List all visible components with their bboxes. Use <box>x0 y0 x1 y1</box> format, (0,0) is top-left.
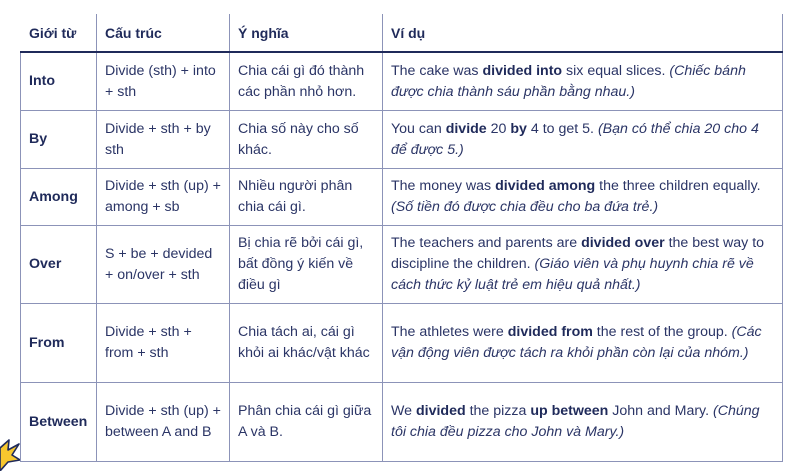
example-text: 20 <box>486 120 511 137</box>
table-row <box>21 169 783 226</box>
example-translation: (Giáo viên và phụ huynh chia rẽ về cách thức kỷ luật trẻ em hiệu quả nhất.) <box>391 256 754 293</box>
example-highlight: divide <box>445 120 487 137</box>
example-highlight: up between <box>530 403 609 419</box>
example-text: six equal slices. <box>562 62 670 79</box>
table-row <box>21 52 783 111</box>
example-cell <box>383 304 783 383</box>
example-cell <box>383 169 783 226</box>
example-cell <box>383 383 783 462</box>
header-structure: Cấu trúc <box>97 15 230 53</box>
example-text: You can <box>391 120 446 137</box>
example-translation: (Bạn có thể chia 20 cho 4 để được 5.) <box>391 120 759 158</box>
meaning-cell: Phân chia cái gì giữa A và B. <box>230 383 383 462</box>
table-row <box>21 383 783 462</box>
example-text: the pizza <box>465 403 531 419</box>
table-row <box>21 304 783 383</box>
example-translation: (Chúng tôi chia đều pizza cho John và Mary.) <box>391 403 760 440</box>
example-text: The teachers and parents are <box>391 235 582 251</box>
example-translation: (Chiếc bánh được chia thành sáu phần bằng nhau.) <box>391 62 746 100</box>
example-text: John and Mary. <box>608 403 713 419</box>
example-highlight: divided from <box>507 324 593 340</box>
meaning-cell: Bị chia rẽ bởi cái gì, bất đồng ý kiến về điều gì <box>230 226 383 304</box>
header-meaning: Ý nghĩa <box>230 15 383 53</box>
example-cell <box>383 111 783 169</box>
example-text: the rest of the group. <box>592 324 732 340</box>
meaning-cell: Nhiều người phân chia cái gì. <box>230 169 383 226</box>
structure-cell: Divide (sth) + into + sth <box>97 52 230 111</box>
example-highlight: divided among <box>495 178 596 194</box>
preposition-table <box>20 14 783 462</box>
preposition-cell: Among <box>21 169 97 226</box>
example-highlight: divided over <box>581 235 665 251</box>
structure-cell: Divide + sth + from + sth <box>97 304 230 383</box>
structure-cell: Divide + sth (up) + among + sb <box>97 169 230 226</box>
example-highlight: by <box>510 120 527 137</box>
example-text: 4 to get 5. <box>526 120 598 137</box>
preposition-cell: Between <box>21 383 97 462</box>
example-text: the best way to discipline the children. <box>391 235 765 272</box>
example-translation: (Các vận động viên được tách ra khỏi phần còn lại của nhóm.) <box>391 324 762 361</box>
example-text: The money was <box>391 178 496 194</box>
example-text: The athletes were <box>391 324 508 340</box>
preposition-cell: Into <box>21 52 97 111</box>
header-example: Ví dụ <box>383 15 783 53</box>
example-cell <box>383 52 783 111</box>
preposition-table-container <box>20 14 783 462</box>
starburst-icon <box>0 438 20 471</box>
example-highlight: divided into <box>482 62 563 79</box>
preposition-cell: From <box>21 304 97 383</box>
example-text: the three children equally. <box>595 178 761 194</box>
preposition-cell: By <box>21 111 97 169</box>
example-text: The cake was <box>391 62 483 79</box>
example-cell <box>383 226 783 304</box>
structure-cell: Divide + sth + by sth <box>97 111 230 169</box>
meaning-cell: Chia tách ai, cái gì khỏi ai khác/vật khác <box>230 304 383 383</box>
example-translation: (Số tiền đó được chia đều cho ba đứa trẻ.) <box>391 199 659 215</box>
table-header-row <box>21 15 783 53</box>
structure-cell: S + be + devided + on/over + sth <box>97 226 230 304</box>
header-preposition: Giới từ <box>21 15 97 53</box>
table-row <box>21 226 783 304</box>
example-highlight: divided <box>415 403 466 419</box>
meaning-cell: Chia cái gì đó thành các phần nhỏ hơn. <box>230 52 383 111</box>
preposition-cell: Over <box>21 226 97 304</box>
example-text: We <box>391 403 416 419</box>
structure-cell: Divide + sth (up) + between A and B <box>97 383 230 462</box>
table-row <box>21 111 783 169</box>
meaning-cell: Chia số này cho số khác. <box>230 111 383 169</box>
